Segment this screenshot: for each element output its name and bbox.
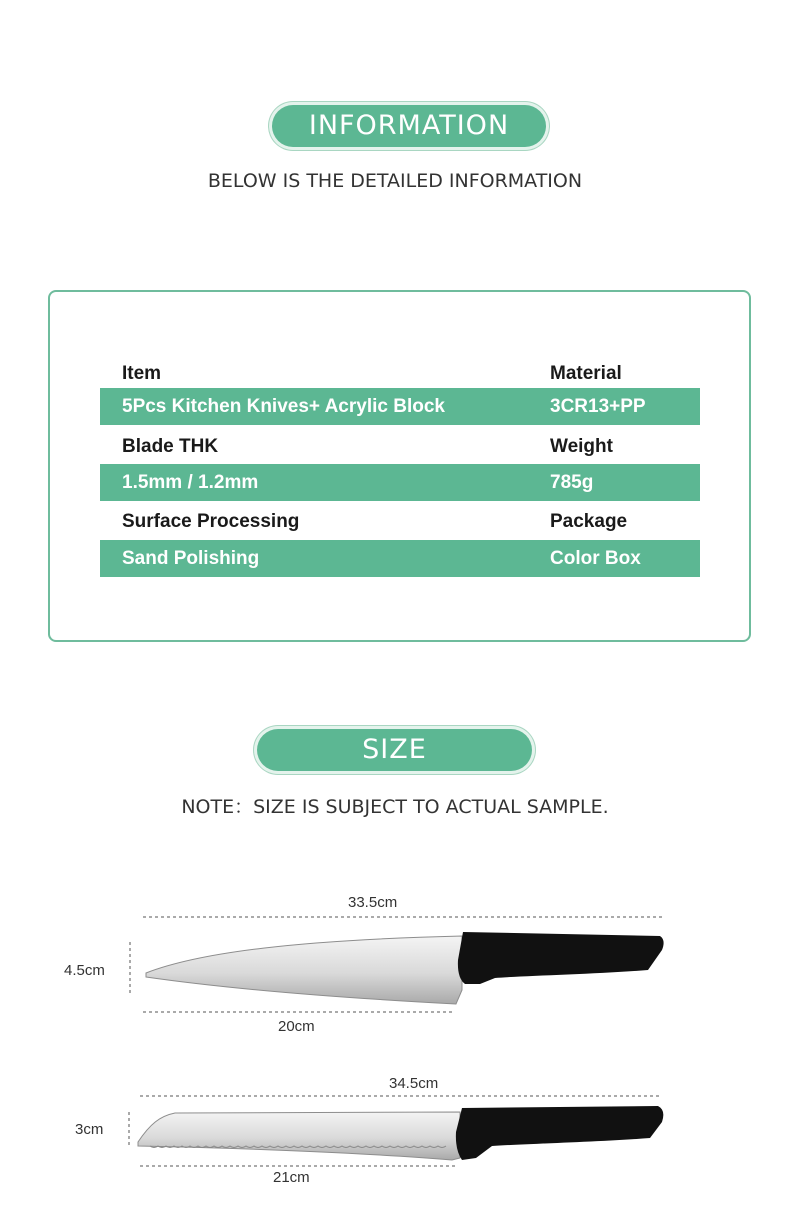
spec-value-package: Color Box (550, 548, 641, 569)
spec-label-item: Item (122, 363, 162, 384)
size-note: NOTE：SIZE IS SUBJECT TO ACTUAL SAMPLE. (181, 796, 609, 818)
chef-blade (146, 936, 462, 1004)
information-subtitle: BELOW IS THE DETAILED INFORMATION (207, 170, 583, 192)
bread-total-length-label: 34.5cm (389, 1075, 439, 1092)
chef-handle (458, 932, 664, 984)
size-heading-label: SIZE (362, 734, 427, 765)
information-heading-label: INFORMATION (308, 110, 510, 141)
spec-label-surface: Surface Processing (122, 511, 300, 532)
spec-value-surface: Sand Polishing (122, 548, 260, 569)
spec-value-blade-thk: 1.5mm / 1.2mm (122, 472, 259, 493)
chef-height-label: 4.5cm (64, 962, 105, 979)
chef-blade-length-label: 20cm (278, 1018, 315, 1035)
bread-knife (129, 1096, 663, 1166)
bread-handle (456, 1106, 663, 1160)
spec-label-weight: Weight (550, 436, 613, 457)
spec-value-weight: 785g (550, 472, 594, 493)
spec-label-package: Package (550, 511, 628, 532)
bread-blade-length-label: 21cm (273, 1169, 310, 1186)
spec-label-material: Material (550, 363, 622, 384)
spec-value-material: 3CR13+PP (550, 396, 646, 417)
bread-height-label: 3cm (75, 1121, 104, 1138)
spec-value-item: 5Pcs Kitchen Knives+ Acrylic Block (122, 396, 445, 417)
bread-blade (138, 1112, 460, 1160)
spec-label-blade-thk: Blade THK (122, 436, 219, 457)
chef-total-length-label: 33.5cm (348, 894, 398, 911)
chef-knife (130, 917, 664, 1012)
